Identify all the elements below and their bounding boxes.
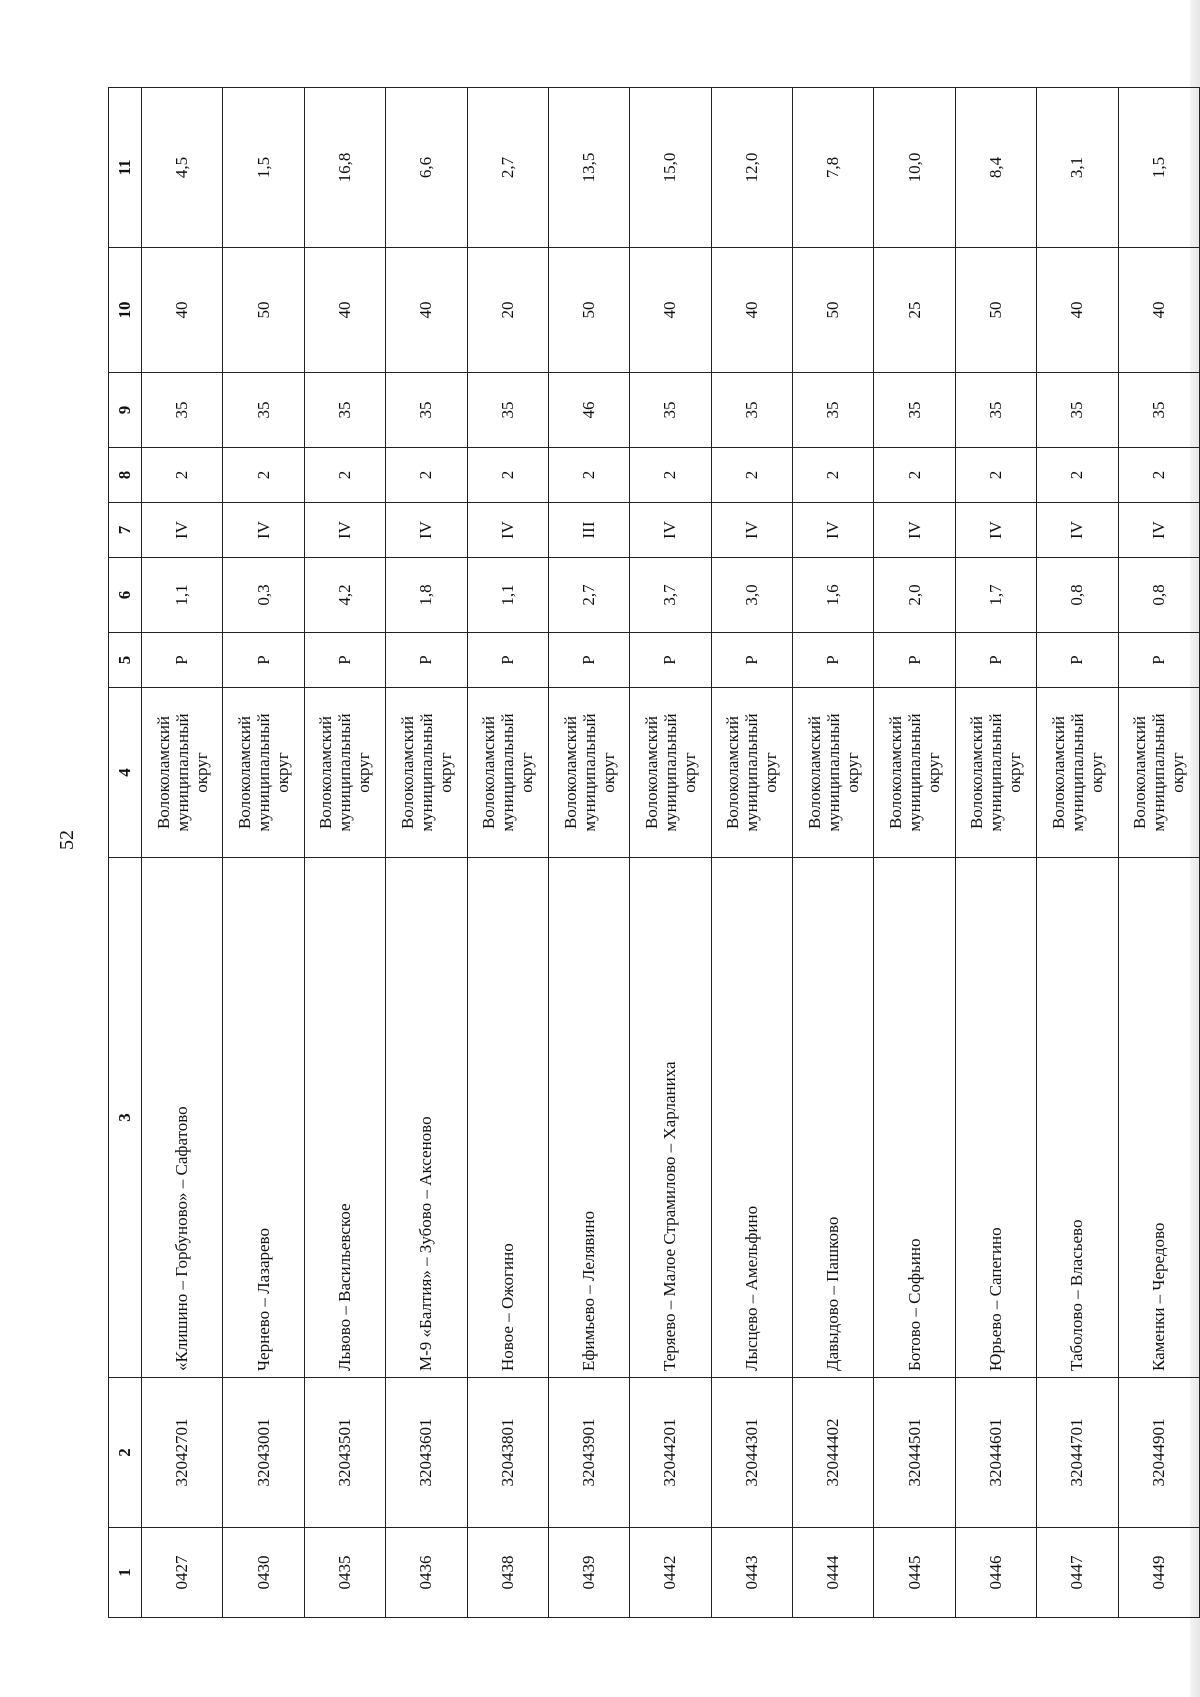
cell-road-name: Лысцево – Амельфино	[711, 858, 792, 1378]
cell-col9: 35	[711, 373, 792, 448]
district-line-1: Волоколамский	[153, 715, 173, 830]
table-row	[955, 88, 1036, 1618]
cell-road-name: Таболово – Власьево	[1037, 858, 1118, 1378]
cell-significance: Р	[467, 633, 548, 688]
cell-district	[874, 688, 955, 858]
district-line-2: муниципальный	[416, 713, 436, 832]
cell-lanes: 2	[304, 448, 385, 503]
cell-code: 32044402	[793, 1378, 874, 1528]
cell-district	[548, 688, 629, 858]
cell-col10: 40	[386, 248, 467, 373]
cell-code: 32042701	[142, 1378, 223, 1528]
cell-code: 32044501	[874, 1378, 955, 1528]
cell-code: 32044601	[955, 1378, 1036, 1528]
cell-category: IV	[142, 503, 223, 558]
cell-id: 0445	[874, 1528, 955, 1618]
cell-lanes: 2	[1118, 448, 1200, 503]
district-line-3: округ	[598, 752, 618, 793]
col-header-7: 7	[109, 503, 142, 558]
cell-col9: 35	[630, 373, 711, 448]
cell-lanes: 2	[1037, 448, 1118, 503]
cell-col11: 8,4	[955, 88, 1036, 248]
district-line-1: Волоколамский	[1048, 715, 1068, 830]
cell-code: 32044301	[711, 1378, 792, 1528]
cell-district	[142, 688, 223, 858]
district-line-3: округ	[842, 752, 862, 793]
col-header-10: 10	[109, 248, 142, 373]
cell-col10: 40	[711, 248, 792, 373]
district-line-1: Волоколамский	[397, 715, 417, 830]
cell-col10: 50	[223, 248, 304, 373]
district-line-3: округ	[1086, 752, 1106, 793]
district-line-1: Волоколамский	[235, 715, 255, 830]
col-header-9: 9	[109, 373, 142, 448]
cell-col10: 50	[548, 248, 629, 373]
cell-col11: 2,7	[467, 88, 548, 248]
cell-district	[1037, 688, 1118, 858]
cell-col9: 35	[386, 373, 467, 448]
district-line-2: муниципальный	[905, 713, 925, 832]
cell-col11: 1,5	[223, 88, 304, 248]
page-number: 52	[56, 830, 78, 850]
cell-col9: 35	[1118, 373, 1200, 448]
district-line-2: муниципальный	[254, 713, 274, 832]
cell-district	[630, 688, 711, 858]
col-header-1: 1	[109, 1528, 142, 1618]
cell-lanes: 2	[955, 448, 1036, 503]
cell-length: 3,7	[630, 558, 711, 633]
district-line-1: Волоколамский	[723, 715, 743, 830]
cell-length: 4,2	[304, 558, 385, 633]
cell-category: IV	[386, 503, 467, 558]
cell-category: IV	[1118, 503, 1200, 558]
district-line-3: округ	[273, 752, 293, 793]
cell-lanes: 2	[386, 448, 467, 503]
cell-id: 0447	[1037, 1528, 1118, 1618]
cell-category: IV	[630, 503, 711, 558]
cell-road-name: Давыдово – Пашково	[793, 858, 874, 1378]
col-header-11: 11	[109, 88, 142, 248]
cell-lanes: 2	[630, 448, 711, 503]
cell-road-name: Теряево – Малое Страмилово – Харланиха	[630, 858, 711, 1378]
district-line-3: округ	[1005, 752, 1025, 793]
table-row	[386, 88, 467, 1618]
cell-length: 1,1	[142, 558, 223, 633]
district-line-2: муниципальный	[335, 713, 355, 832]
roads-table	[108, 87, 1200, 1618]
cell-category: IV	[304, 503, 385, 558]
district-line-1: Волоколамский	[316, 715, 336, 830]
cell-col11: 1,5	[1118, 88, 1200, 248]
table-row	[223, 88, 304, 1618]
cell-district	[386, 688, 467, 858]
cell-col11: 3,1	[1037, 88, 1118, 248]
cell-col9: 35	[793, 373, 874, 448]
cell-length: 2,0	[874, 558, 955, 633]
cell-district	[223, 688, 304, 858]
cell-code: 32043901	[548, 1378, 629, 1528]
cell-id: 0430	[223, 1528, 304, 1618]
cell-lanes: 2	[223, 448, 304, 503]
cell-lanes: 2	[793, 448, 874, 503]
district-line-1: Волоколамский	[886, 715, 906, 830]
cell-significance: Р	[548, 633, 629, 688]
district-line-2: муниципальный	[823, 713, 843, 832]
cell-code: 32043601	[386, 1378, 467, 1528]
cell-id: 0446	[955, 1528, 1036, 1618]
table-row	[630, 88, 711, 1618]
col-header-2: 2	[109, 1378, 142, 1528]
cell-road-name: Ботово – Софьино	[874, 858, 955, 1378]
cell-col9: 46	[548, 373, 629, 448]
district-line-2: муниципальный	[742, 713, 762, 832]
cell-col11: 16,8	[304, 88, 385, 248]
cell-road-name: Чернево – Лазарево	[223, 858, 304, 1378]
district-line-3: округ	[679, 752, 699, 793]
cell-id: 0442	[630, 1528, 711, 1618]
cell-code: 32043801	[467, 1378, 548, 1528]
district-line-2: муниципальный	[172, 713, 192, 832]
cell-code: 32044901	[1118, 1378, 1200, 1528]
cell-id: 0427	[142, 1528, 223, 1618]
cell-road-name: Каменки – Чередово	[1118, 858, 1200, 1378]
table-row	[874, 88, 955, 1618]
district-line-2: муниципальный	[986, 713, 1006, 832]
cell-length: 0,8	[1118, 558, 1200, 633]
cell-code: 32044201	[630, 1378, 711, 1528]
col-header-8: 8	[109, 448, 142, 503]
cell-district	[955, 688, 1036, 858]
district-line-1: Волоколамский	[479, 715, 499, 830]
cell-district	[304, 688, 385, 858]
table-row	[142, 88, 223, 1618]
cell-col11: 4,5	[142, 88, 223, 248]
table-row	[467, 88, 548, 1618]
cell-road-name: Юрьево – Сапегино	[955, 858, 1036, 1378]
cell-col9: 35	[955, 373, 1036, 448]
cell-lanes: 2	[711, 448, 792, 503]
district-line-3: округ	[1168, 752, 1188, 793]
cell-id: 0435	[304, 1528, 385, 1618]
cell-col10: 40	[304, 248, 385, 373]
cell-road-name: М-9 «Балтия» – Зубово – Аксеново	[386, 858, 467, 1378]
cell-length: 1,8	[386, 558, 467, 633]
cell-length: 1,7	[955, 558, 1036, 633]
cell-category: IV	[793, 503, 874, 558]
cell-lanes: 2	[467, 448, 548, 503]
cell-length: 2,7	[548, 558, 629, 633]
col-header-5: 5	[109, 633, 142, 688]
cell-code: 32043001	[223, 1378, 304, 1528]
cell-col10: 25	[874, 248, 955, 373]
cell-significance: Р	[874, 633, 955, 688]
cell-id: 0439	[548, 1528, 629, 1618]
table-row	[1118, 88, 1200, 1618]
cell-significance: Р	[1118, 633, 1200, 688]
cell-district	[711, 688, 792, 858]
cell-col11: 13,5	[548, 88, 629, 248]
table-row	[548, 88, 629, 1618]
cell-significance: Р	[793, 633, 874, 688]
col-header-3: 3	[109, 858, 142, 1378]
cell-col9: 35	[874, 373, 955, 448]
cell-code: 32044701	[1037, 1378, 1118, 1528]
table-row	[1037, 88, 1118, 1618]
cell-col10: 40	[1037, 248, 1118, 373]
cell-col10: 40	[630, 248, 711, 373]
district-line-1: Волоколамский	[804, 715, 824, 830]
cell-length: 1,1	[467, 558, 548, 633]
cell-col11: 6,6	[386, 88, 467, 248]
cell-col9: 35	[467, 373, 548, 448]
table-row	[304, 88, 385, 1618]
cell-length: 0,8	[1037, 558, 1118, 633]
cell-district	[793, 688, 874, 858]
cell-significance: Р	[711, 633, 792, 688]
district-line-3: округ	[354, 752, 374, 793]
cell-category: IV	[874, 503, 955, 558]
cell-col10: 40	[142, 248, 223, 373]
cell-col11: 15,0	[630, 88, 711, 248]
cell-significance: Р	[1037, 633, 1118, 688]
cell-col9: 35	[142, 373, 223, 448]
district-line-1: Волоколамский	[1130, 715, 1150, 830]
district-line-3: округ	[924, 752, 944, 793]
cell-category: III	[548, 503, 629, 558]
cell-significance: Р	[304, 633, 385, 688]
cell-id: 0436	[386, 1528, 467, 1618]
cell-lanes: 2	[874, 448, 955, 503]
cell-col9: 35	[304, 373, 385, 448]
district-line-3: округ	[191, 752, 211, 793]
district-line-2: муниципальный	[1149, 713, 1169, 832]
cell-category: IV	[711, 503, 792, 558]
cell-col10: 40	[1118, 248, 1200, 373]
cell-category: IV	[955, 503, 1036, 558]
cell-significance: Р	[630, 633, 711, 688]
cell-category: IV	[223, 503, 304, 558]
cell-col9: 35	[223, 373, 304, 448]
cell-significance: Р	[223, 633, 304, 688]
district-line-3: округ	[435, 752, 455, 793]
cell-road-name: «Клишино – Горбуново» – Сафатово	[142, 858, 223, 1378]
table-row	[711, 88, 792, 1618]
cell-length: 1,6	[793, 558, 874, 633]
cell-col11: 10,0	[874, 88, 955, 248]
district-line-1: Волоколамский	[560, 715, 580, 830]
district-line-2: муниципальный	[579, 713, 599, 832]
cell-lanes: 2	[548, 448, 629, 503]
cell-significance: Р	[955, 633, 1036, 688]
col-header-6: 6	[109, 558, 142, 633]
cell-col11: 7,8	[793, 88, 874, 248]
cell-category: IV	[1037, 503, 1118, 558]
district-line-3: округ	[761, 752, 781, 793]
cell-road-name: Ефимьево – Лелявино	[548, 858, 629, 1378]
cell-col9: 35	[1037, 373, 1118, 448]
district-line-2: муниципальный	[660, 713, 680, 832]
cell-code: 32043501	[304, 1378, 385, 1528]
cell-col10: 50	[955, 248, 1036, 373]
cell-id: 0443	[711, 1528, 792, 1618]
cell-id: 0438	[467, 1528, 548, 1618]
district-line-2: муниципальный	[1067, 713, 1087, 832]
cell-road-name: Новое – Ожогино	[467, 858, 548, 1378]
cell-col10: 20	[467, 248, 548, 373]
district-line-3: округ	[517, 752, 537, 793]
cell-lanes: 2	[142, 448, 223, 503]
cell-significance: Р	[142, 633, 223, 688]
cell-category: IV	[467, 503, 548, 558]
table-row	[793, 88, 874, 1618]
cell-id: 0449	[1118, 1528, 1200, 1618]
cell-district	[467, 688, 548, 858]
district-line-1: Волоколамский	[641, 715, 661, 830]
district-line-2: муниципальный	[498, 713, 518, 832]
col-header-4: 4	[109, 688, 142, 858]
roads-table-container	[108, 88, 1200, 1618]
cell-road-name: Львово – Васильевское	[304, 858, 385, 1378]
cell-length: 0,3	[223, 558, 304, 633]
cell-length: 3,0	[711, 558, 792, 633]
cell-id: 0444	[793, 1528, 874, 1618]
cell-district	[1118, 688, 1200, 858]
header-row	[109, 88, 142, 1618]
cell-col10: 50	[793, 248, 874, 373]
cell-col11: 12,0	[711, 88, 792, 248]
district-line-1: Волоколамский	[967, 715, 987, 830]
cell-significance: Р	[386, 633, 467, 688]
